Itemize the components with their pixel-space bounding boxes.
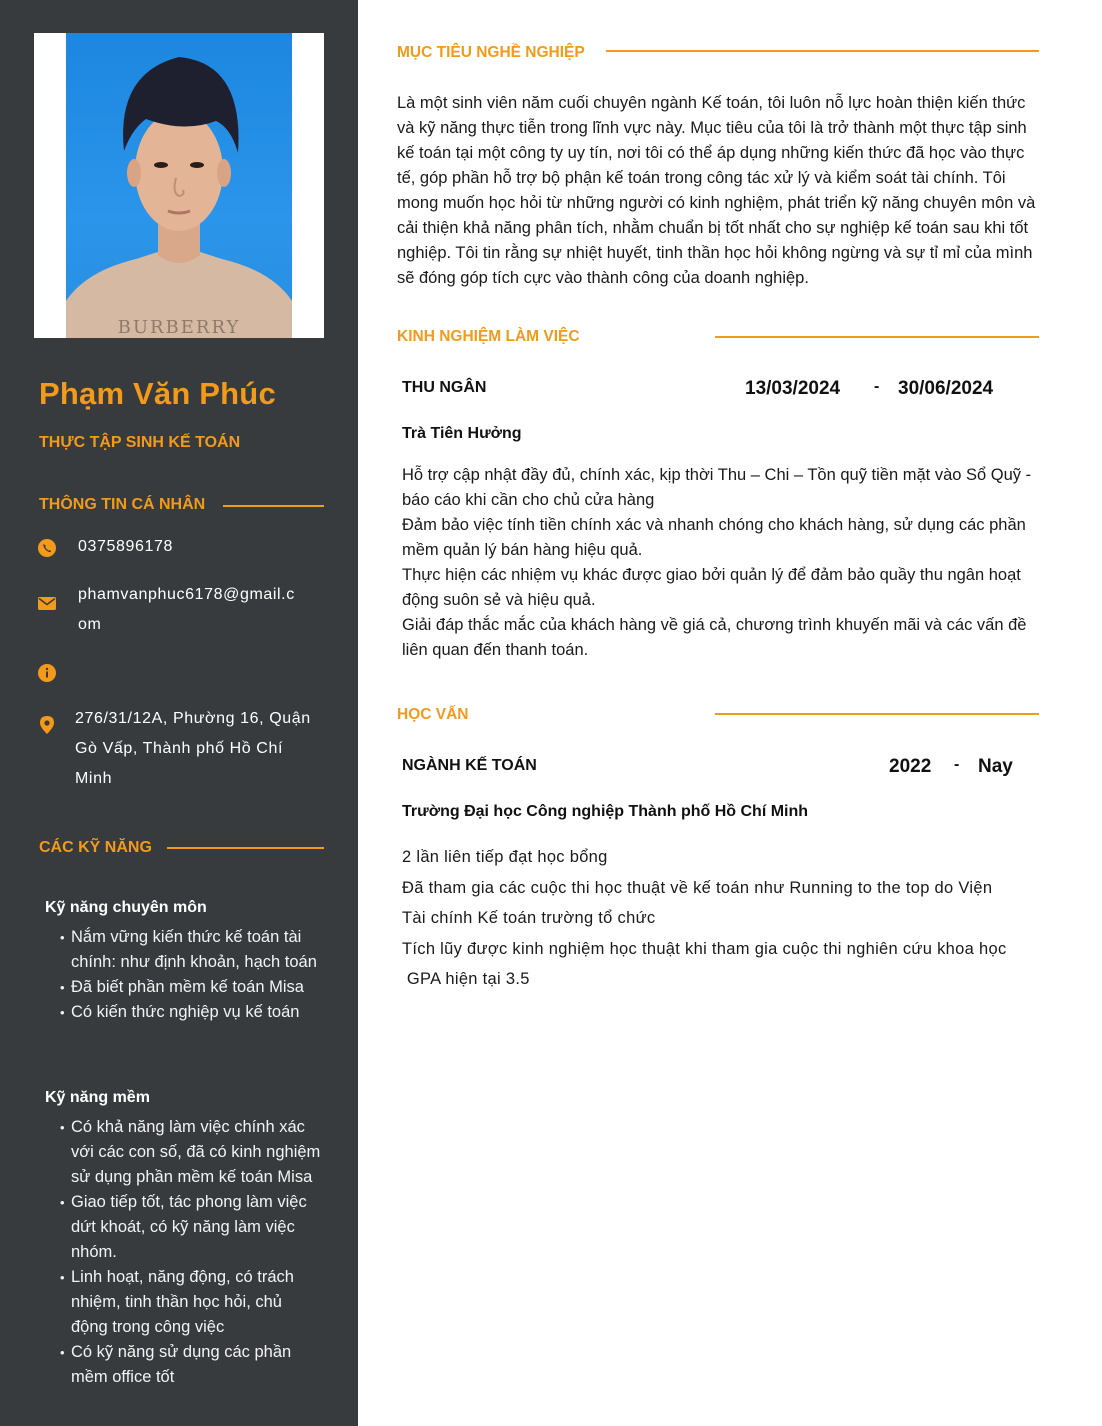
duty-item: Đảm bảo việc tính tiền chính xác và nhanh chóng cho khách hàng, sử dụng các phần mềm quản lý bán hàng hiệu quả. [402, 516, 1026, 559]
skills-heading: CÁC KỸ NĂNG [39, 839, 152, 856]
list-item: • Có kiến thức nghiệp vụ kế toán [60, 1000, 322, 1025]
phone-number[interactable]: 0375896178 [78, 538, 173, 555]
email-address[interactable] [78, 580, 295, 640]
profile-photo [34, 33, 324, 338]
duty-item: Hỗ trợ cập nhật đầy đủ, chính xác, kịp thời Thu – Chi – Tồn quỹ tiền mặt vào Sổ Quỹ - báo cáo khi cần cho chủ cửa hàng [402, 466, 1032, 509]
email-line: om [78, 616, 102, 633]
personal-info-heading: THÔNG TIN CÁ NHÂN [39, 496, 206, 513]
objective-heading: MỤC TIÊU NGHỀ NGHIỆP [397, 44, 585, 61]
detail-line: Tích lũy được kinh nghiệm học thuật khi tham gia cuộc thi nghiên cứu khoa học [402, 939, 1007, 958]
info-icon [38, 664, 56, 682]
heading-divider [606, 50, 1039, 52]
heading-divider [715, 336, 1039, 338]
job-role: THỰC TẬP SINH KẾ TOÁN [39, 434, 241, 451]
shirt-print: BURBERRY [117, 317, 241, 338]
education-details [402, 842, 1042, 995]
start-date: 13/03/2024 [745, 378, 841, 399]
sidebar [0, 0, 358, 1426]
email-line: phamvanphuc6178@gmail.c [78, 586, 295, 603]
email-icon [38, 594, 56, 612]
detail-line: Đã tham gia các cuộc thi học thuật về kế toán như Running to the top do Viện [402, 878, 993, 897]
date-separator: - [874, 378, 880, 395]
list-item: • Giao tiếp tốt, tác phong làm việc dứt khoát, có kỹ năng làm việc nhóm. [60, 1190, 322, 1265]
duty-item: Thực hiện các nhiệm vụ khác được giao bởi quản lý để đảm bảo quầy thu ngân hoạt động suôn sẻ và hiệu quả. [402, 566, 1021, 609]
education-heading: HỌC VẤN [397, 706, 469, 723]
professional-skills-list [60, 925, 322, 1025]
soft-skills-list [60, 1115, 322, 1390]
date-separator: - [954, 756, 960, 773]
heading-divider [715, 713, 1039, 715]
address-line: Minh [75, 770, 113, 787]
heading-divider [223, 505, 324, 507]
list-item: • Có kỹ năng sử dụng các phần mềm office tốt [60, 1340, 322, 1390]
detail-line: Tài chính Kế toán trường tổ chức [402, 909, 656, 927]
location-pin-icon [38, 716, 56, 734]
major-title: NGÀNH KẾ TOÁN [402, 757, 537, 774]
start-year: 2022 [889, 756, 932, 777]
list-item: • Có khả năng làm việc chính xác với các con số, đã có kinh nghiệm sử dụng phần mềm kế toán Misa [60, 1115, 322, 1190]
soft-skills-title: Kỹ năng mềm [45, 1089, 150, 1106]
address [75, 704, 311, 794]
job-title: THU NGÂN [402, 379, 487, 396]
list-item: • Đã biết phần mềm kế toán Misa [60, 975, 322, 1000]
list-item: • Linh hoạt, năng động, có trách nhiệm, tinh thần học hỏi, chủ động trong công việc [60, 1265, 322, 1340]
list-item: • Nắm vững kiến thức kế toán tài chính: như định khoản, hạch toán [60, 925, 322, 975]
phone-icon [38, 539, 56, 557]
objective-text: Là một sinh viên năm cuối chuyên ngành Kế toán, tôi luôn nỗ lực hoàn thiện kiến thức và kỹ năng thực tiễn trong lĩnh vực này. Mục tiêu của tôi là trở thành một thực tập sinh kế toán tại một công ty uy tín, nơi tôi có thể áp dụng những kiến thức đã học vào thực tế, góp phần hỗ trợ bộ phận kế toán trong công tác xử lý và kiểm soát tài chính. Tôi mong muốn học hỏi từ những người có kinh nghiệm, phát triển kỹ năng chuyên môn và cải thiện khả năng phân tích, nhằm chuẩn bị tốt nhất cho sự nghiệp kế toán sau khi tốt nghiệp. Tôi tin rằng sự nhiệt huyết, tinh thần học hỏi không ngừng và sự tỉ mỉ của mình sẽ đóng góp tích cực vào thành công của doanh nghiệp. [397, 94, 1036, 287]
detail-line: 2 lần liên tiếp đạt học bổng [402, 848, 608, 866]
full-name: Phạm Văn Phúc [39, 376, 276, 411]
address-line: 276/31/12A, Phường 16, Quận [75, 710, 311, 727]
end-date: 30/06/2024 [898, 378, 994, 399]
duty-item: Giải đáp thắc mắc của khách hàng về giá cả, chương trình khuyến mãi và các vấn đề liên quan đến thanh toán. [402, 616, 1027, 659]
experience-heading: KINH NGHIỆM LÀM VIỆC [397, 328, 580, 345]
job-duties [402, 463, 1032, 663]
heading-divider [167, 847, 324, 849]
address-line: Gò Vấp, Thành phố Hồ Chí [75, 740, 284, 757]
school-name: Trường Đại học Công nghiệp Thành phố Hồ Chí Minh [402, 803, 809, 820]
end-year: Nay [978, 756, 1013, 777]
professional-skills-title: Kỹ năng chuyên môn [45, 899, 207, 916]
company-name: Trà Tiên Hưởng [402, 425, 522, 442]
detail-line: GPA hiện tại 3.5 [402, 970, 530, 988]
